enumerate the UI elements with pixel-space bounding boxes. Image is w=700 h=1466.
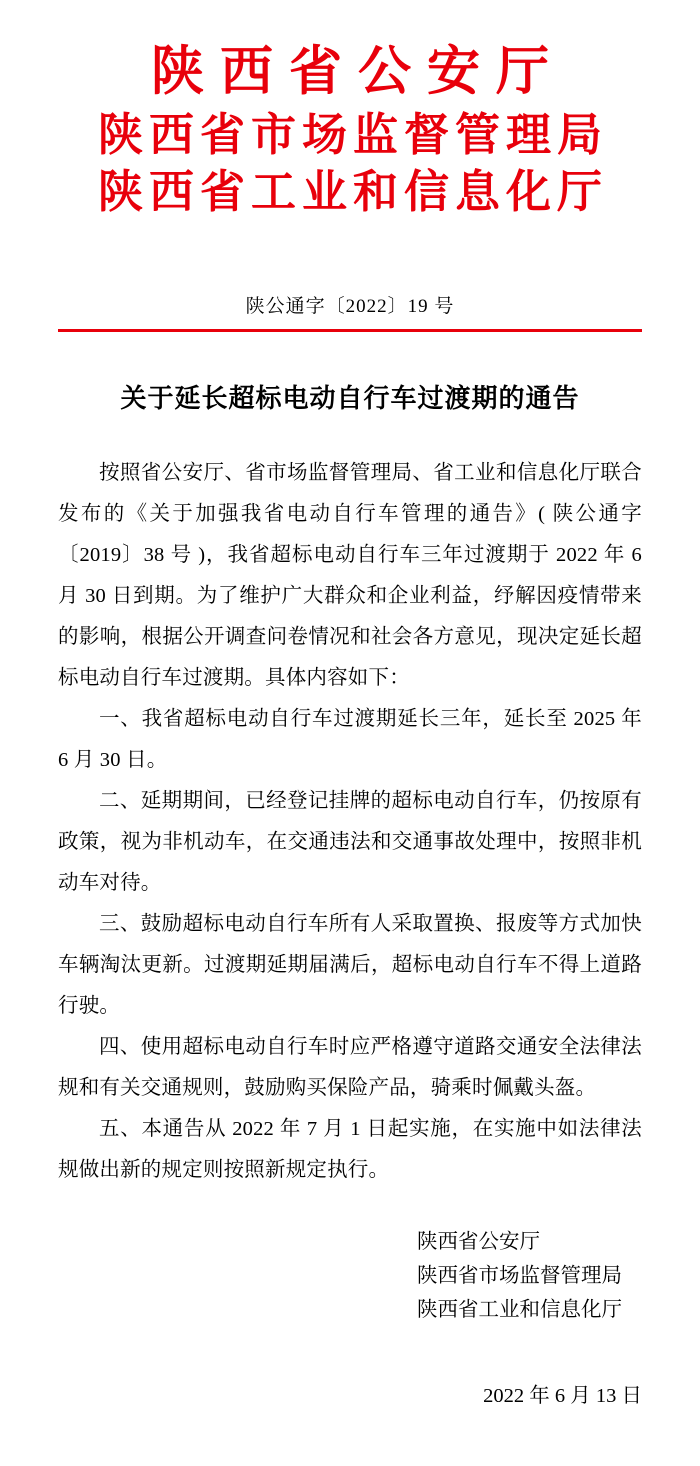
body-paragraph: 按照省公安厅、省市场监督管理局、省工业和信息化厅联合发布的《关于加强我省电动自行车管理的通告》( 陕公通字〔2019〕38 号 )，我省超标电动自行车三年过渡期于 2022 年 6 月 30 日到期。为了维护广大群众和企业利益，纾解因疫情带来的影响，根据公开调查问卷情况和社会各方意见，现决定延长超标电动自行车过渡期。具体内容如下： bbox=[58, 462, 642, 689]
masthead-line-1: 陕西省公安厅 bbox=[151, 43, 565, 101]
body-paragraph: 三、鼓励超标电动自行车所有人采取置换、报废等方式加快车辆淘汰更新。过渡期延期届满后，超标电动自行车不得上道路行驶。 bbox=[58, 913, 642, 1017]
masthead-line-2: 陕西省市场监督管理局 bbox=[97, 110, 608, 160]
body-paragraph: 一、我省超标电动自行车过渡期延长三年，延长至 2025 年 6 月 30 日。 bbox=[58, 708, 642, 771]
body-paragraph: 五、本通告从 2022 年 7 月 1 日起实施，在实施中如法律法规做出新的规定则按照新规定执行。 bbox=[58, 1118, 642, 1181]
document-number: 陕公通字〔2022〕19 号 bbox=[245, 296, 455, 317]
signature-date: 2022 年 6 月 13 日 bbox=[483, 1385, 642, 1407]
document-number-block bbox=[58, 291, 642, 332]
page-title: 关于延长超标电动自行车过渡期的通告 bbox=[120, 384, 580, 413]
signature-org-3: 陕西省工业和信息化厅 bbox=[417, 1299, 622, 1321]
body-paragraph: 二、延期期间，已经登记挂牌的超标电动自行车，仍按原有政策，视为非机动车，在交通违法和交通事故处理中，按照非机动车对待。 bbox=[58, 790, 642, 894]
document-body bbox=[58, 453, 642, 1191]
signature-org-1: 陕西省公安厅 bbox=[417, 1231, 540, 1253]
masthead-line-3: 陕西省工业和信息化厅 bbox=[97, 167, 608, 217]
signature-block bbox=[417, 1225, 622, 1327]
body-paragraph: 四、使用超标电动自行车时应严格遵守道路交通安全法律法规和有关交通规则，鼓励购买保险产品，骑乘时佩戴头盔。 bbox=[58, 1036, 642, 1099]
masthead bbox=[58, 0, 642, 215]
signature-org-2: 陕西省市场监督管理局 bbox=[417, 1265, 622, 1287]
red-divider-rule bbox=[58, 329, 642, 332]
